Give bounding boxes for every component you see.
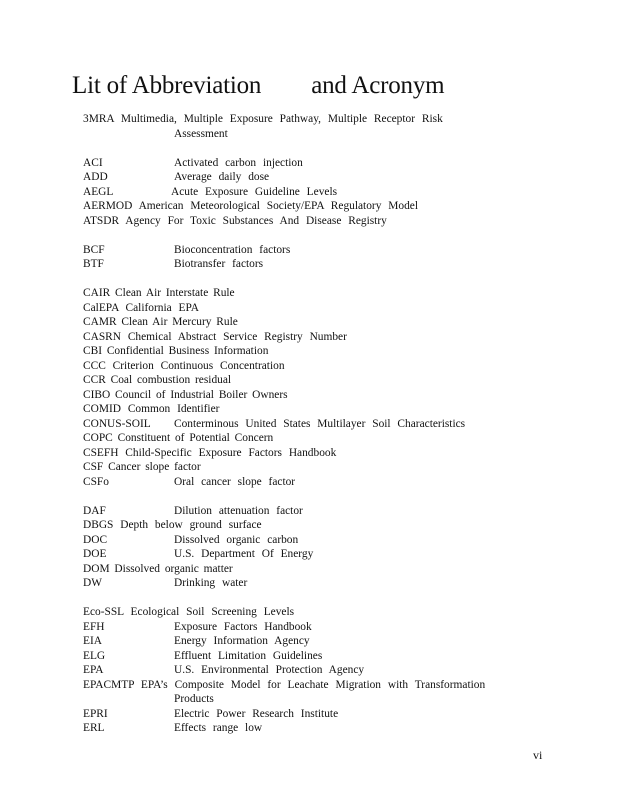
abbreviation-entry-text: CAMR Clean Air Mercury Rule [83,316,238,328]
abbreviation-definition: Bioconcentration factors [174,243,291,256]
abbreviation-term: EFH [83,620,105,633]
abbreviation-definition: Activated carbon injection [174,156,303,169]
abbreviation-entry [83,301,553,316]
abbreviation-entry [83,547,553,562]
abbreviation-entry [83,576,553,591]
section-spacer [83,228,553,243]
abbreviation-definition: Acute Exposure Guideline Levels [171,185,338,198]
abbreviation-entry [83,330,553,345]
abbreviation-definition: Dilution attenuation factor [174,504,303,517]
abbreviation-entry-text: CAIR Clean Air Interstate Rule [83,287,235,299]
abbreviation-entry-text: DOM Dissolved organic matter [83,562,233,575]
abbreviation-entry [83,170,553,185]
abbreviation-term: ERL [83,722,105,734]
abbreviation-term: ADD [83,171,108,183]
abbreviation-entry-text: ATSDR Agency For Toxic Substances And Disease Registry [83,214,387,227]
abbreviation-term: ELG [83,649,106,662]
abbreviation-entry [83,243,553,258]
abbreviation-definition: Exposure Factors Handbook [174,620,312,633]
definition-continuation-text: Assessment [174,127,228,140]
abbreviation-term: DAF [83,504,106,517]
abbreviation-entry-text: COMID Common Identifier [83,403,220,415]
abbreviation-entry [83,721,553,736]
page-title-part-2: and Acronym [311,72,445,99]
abbreviation-entry-text: EPACMTP EPA’s Composite Model for Leachate Migration with Transformation [83,678,486,691]
abbreviation-entry-text: CalEPA California EPA [83,301,200,314]
abbreviation-entry-text: CSEFH Child-Specific Exposure Factors Handbook [83,446,337,459]
abbreviation-entry [83,388,553,403]
abbreviation-entry-text: AERMOD American Meteorological Society/EPA Regulatory Model [83,200,418,212]
abbreviation-definition: Oral cancer slope factor [174,475,296,488]
section-spacer [83,141,553,156]
abbreviation-definition: Drinking water [174,577,248,589]
abbreviation-definition: Biotransfer factors [174,258,264,270]
abbreviation-definition: Conterminous United States Multilayer Soil Characteristics [174,417,466,430]
abbreviation-entry [83,620,553,635]
section-spacer [83,591,553,606]
abbreviation-entry [83,417,553,432]
definition-continuation [83,127,553,142]
abbreviation-entry [83,605,553,620]
abbreviation-term: EPRI [83,707,108,720]
abbreviation-entry-text: CIBO Council of Industrial Boiler Owners [83,388,288,401]
abbreviation-entry [83,475,553,490]
abbreviation-entry [83,214,553,229]
abbreviation-entry-text: COPC Constituent of Potential Concern [83,432,274,444]
abbreviation-entry-text: CCC Criterion Continuous Concentration [83,359,285,372]
abbreviation-entry [83,185,553,200]
abbreviation-entry-text: CBI Confidential Business Information [83,345,269,357]
abbreviation-term: DOE [83,548,107,560]
abbreviation-definition: Average daily dose [174,171,270,183]
abbreviation-entry [83,663,553,678]
abbreviation-entry [83,707,553,722]
abbreviation-entry [83,112,553,127]
abbreviation-entry [83,199,553,214]
abbreviation-term: CONUS-SOIL [83,417,151,430]
page-title-part-1: Lit of Abbreviation [72,72,262,99]
abbreviation-term: BCF [83,243,105,256]
abbreviation-term: EIA [83,635,102,647]
abbreviation-entry-text: CASRN Chemical Abstract Service Registry Number [83,330,347,343]
abbreviation-term: ACI [83,156,103,169]
abbreviation-definition: Dissolved organic carbon [174,533,299,546]
abbreviation-definition: U.S. Environmental Protection Agency [174,664,365,676]
section-spacer [83,272,553,287]
abbreviation-entry [83,344,553,359]
abbreviation-entry [83,315,553,330]
page-title [72,72,444,100]
definition-continuation [83,692,553,707]
abbreviation-entry [83,156,553,171]
definition-continuation-text: Products [174,693,214,705]
abbreviation-definition: Effluent Limitation Guidelines [174,649,323,662]
abbreviation-entry [83,678,553,693]
abbreviation-entry [83,634,553,649]
abbreviation-definition: U.S. Department Of Energy [174,548,314,560]
abbreviation-list [83,112,553,736]
abbreviation-entry [83,460,553,475]
abbreviation-entry [83,402,553,417]
abbreviation-entry [83,562,553,577]
abbreviation-term: AEGL [83,185,114,198]
abbreviation-entry-text: CSF Cancer slope factor [83,461,201,473]
abbreviation-entry [83,533,553,548]
abbreviation-entry [83,286,553,301]
abbreviation-entry [83,257,553,272]
abbreviation-definition: Effects range low [174,722,263,734]
abbreviation-term: DOC [83,533,108,546]
abbreviation-term: DW [83,577,102,589]
abbreviation-entry [83,431,553,446]
abbreviation-entry [83,373,553,388]
abbreviation-term: EPA [83,664,104,676]
section-spacer [83,489,553,504]
abbreviation-term: BTF [83,258,104,270]
page-number: vi [533,748,543,762]
abbreviation-definition: Energy Information Agency [174,635,310,647]
abbreviation-entry [83,504,553,519]
abbreviation-entry-text: 3MRA Multimedia, Multiple Exposure Pathway, Multiple Receptor Risk [83,113,443,125]
abbreviation-term: CSFo [83,475,109,488]
abbreviation-entry [83,359,553,374]
abbreviation-entry [83,518,553,533]
abbreviation-entry-text: Eco-SSL Ecological Soil Screening Levels [83,606,295,618]
abbreviation-entry [83,649,553,664]
abbreviation-entry-text: DBGS Depth below ground surface [83,519,262,531]
abbreviation-entry [83,446,553,461]
abbreviation-entry-text: CCR Coal combustion residual [83,374,232,386]
abbreviation-definition: Electric Power Research Institute [174,707,339,720]
